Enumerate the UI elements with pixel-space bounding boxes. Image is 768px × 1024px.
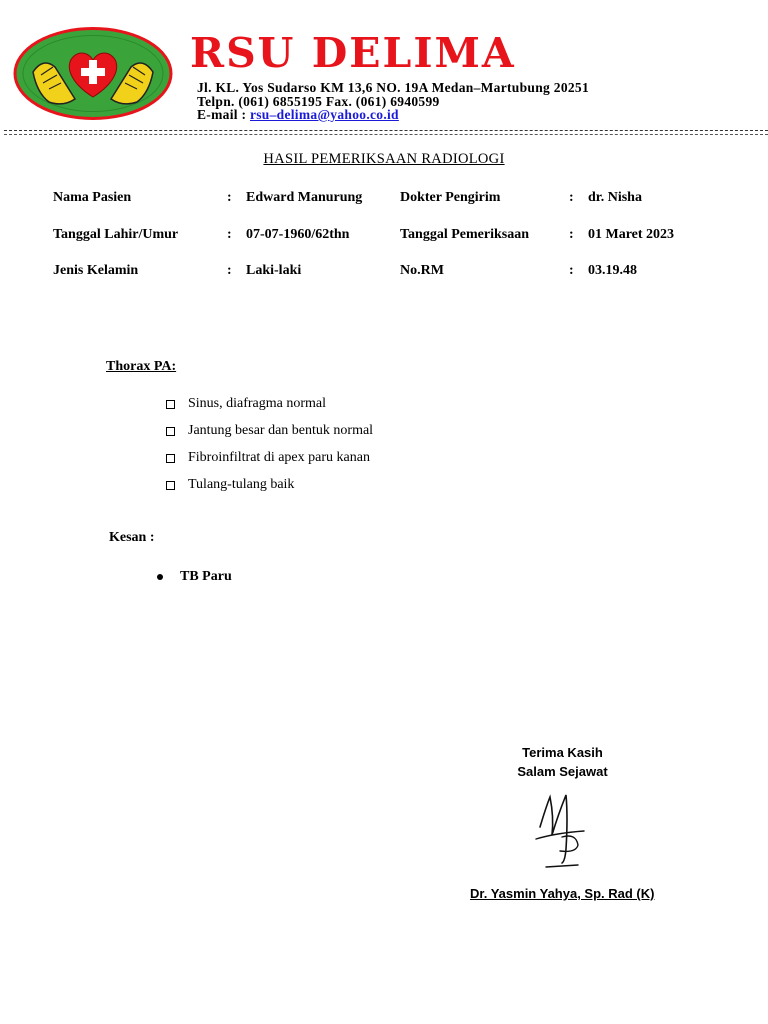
checkbox-bullet-icon [166,400,175,409]
patient-name-value: Edward Manurung [246,190,363,205]
hospital-logo [13,27,173,120]
medical-record-label: No.RM [400,263,444,278]
finding-text: Tulang-tulang baik [188,477,295,492]
separator: : [569,227,574,242]
checkbox-bullet-icon [166,481,175,490]
finding-text: Jantung besar dan bentuk normal [188,423,374,438]
birthdate-age-value: 07-07-1960/62thn [246,227,350,242]
finding-item [166,450,370,466]
impression-title: Kesan : [109,530,155,545]
hospital-name: RSU DELIMA [190,29,516,77]
closing-thanks: Terima Kasih [522,745,603,760]
finding-item [166,396,326,412]
separator: : [227,227,232,242]
email-link[interactable]: rsu–delima@yahoo.co.id [249,107,399,122]
gender-label: Jenis Kelamin [53,263,139,278]
finding-item [166,477,294,493]
findings-title: Thorax PA: [106,359,177,374]
signer-name: Dr. Yasmin Yahya, Sp. Rad (K) [470,886,655,901]
hospital-address: Jl. KL. Yos Sudarso KM 13,6 NO. 19A Medan–Martubung 20251 [197,80,590,95]
checkbox-bullet-icon [166,454,175,463]
closing-greeting: Salam Sejawat [517,764,608,779]
separator: : [569,190,574,205]
gender-value: Laki-laki [246,263,302,278]
hospital-phone: Telpn. (061) 6855195 Fax. (061) 6940599 [197,94,440,109]
impression-item [157,569,232,585]
finding-text: Fibroinfiltrat di apex paru kanan [188,450,370,465]
separator: : [227,190,232,205]
separator: : [227,263,232,278]
impression-text: TB Paru [180,569,232,584]
email-label: E-mail : [197,107,250,122]
finding-item [166,423,373,439]
header-divider [4,130,768,133]
birthdate-age-label: Tanggal Lahir/Umur [53,227,179,242]
exam-date-value: 01 Maret 2023 [588,227,675,242]
hospital-email-line [197,107,399,122]
patient-name-label: Nama Pasien [53,190,132,205]
bullet-icon [157,574,163,580]
separator: : [569,263,574,278]
referring-doctor-value: dr. Nisha [588,190,642,205]
medical-record-value: 03.19.48 [588,263,637,278]
exam-date-label: Tanggal Pemeriksaan [400,227,529,242]
finding-text: Sinus, diafragma normal [188,396,327,411]
header-divider-secondary [4,134,768,137]
checkbox-bullet-icon [166,427,175,436]
referring-doctor-label: Dokter Pengirim [400,190,501,205]
signature-image [532,787,596,871]
document-title: HASIL PEMERIKSAAN RADIOLOGI [263,151,505,167]
